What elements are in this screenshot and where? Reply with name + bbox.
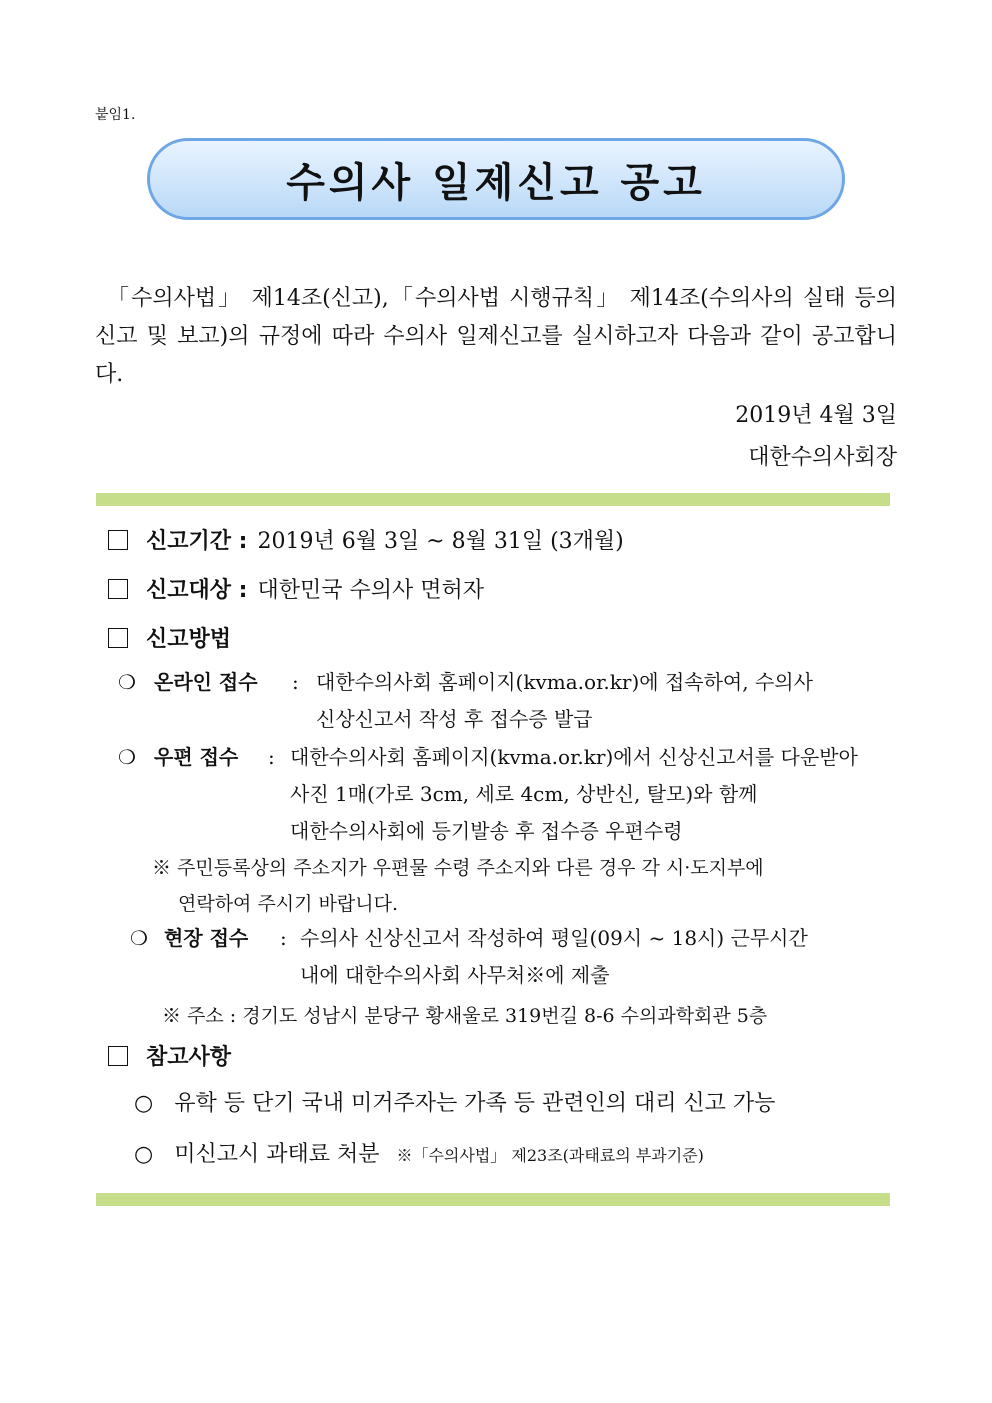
- target-value: 대한민국 수의사 면허자: [257, 578, 484, 603]
- onsite-text-line1: 수의사 신상신고서 작성하여 평일(09시 ~ 18시) 근무시간: [300, 926, 808, 950]
- onsite-item: [130, 920, 900, 995]
- notes-item-2: [134, 1137, 704, 1168]
- notes-item-1: [134, 1086, 775, 1117]
- online-text-line2: 신상신고서 작성 후 접수증 발급: [316, 707, 593, 731]
- checkbox-icon: [108, 579, 128, 599]
- period-value: 2019년 6월 3일 ~ 8월 31일 (3개월): [257, 529, 624, 554]
- circle-bullet-icon: ○: [134, 1142, 154, 1167]
- notes-item-2-text: 미신고시 과태료 처분: [174, 1142, 380, 1167]
- section-period: [108, 524, 624, 555]
- issuer-name: 대한수의사회장: [748, 445, 897, 470]
- address-note: ※ 주소 : 경기도 성남시 분당구 황새울로 319번길 8-6 수의과학회관 5층: [162, 1005, 768, 1027]
- online-text-line1: 대한수의사회 홈페이지(kvma.or.kr)에 접속하여, 수의사: [316, 670, 813, 694]
- online-separator: :: [292, 670, 299, 694]
- onsite-separator: :: [280, 926, 287, 950]
- mail-note-line1: ※ 주민등록상의 주소지가 우편물 수령 주소지와 다른 경우 각 시·도지부에: [152, 857, 764, 879]
- bottom-divider: [96, 1193, 890, 1206]
- circle-bullet-icon: ○: [134, 1091, 154, 1116]
- circle-bullet-icon: ❍: [118, 670, 136, 694]
- mail-text-line1: 대한수의사회 홈페이지(kvma.or.kr)에서 신상신고서를 다운받아: [290, 745, 858, 769]
- method-heading: 신고방법: [146, 627, 232, 652]
- circle-bullet-icon: ❍: [130, 926, 148, 950]
- onsite-text-line2: 내에 대한수의사회 사무처※에 제출: [300, 963, 610, 987]
- period-heading: 신고기간 :: [146, 529, 248, 554]
- mail-separator: :: [268, 745, 275, 769]
- notes-heading: 참고사항: [146, 1045, 232, 1070]
- mail-text-line2: 사진 1매(가로 3cm, 세로 4cm, 상반신, 탈모)와 함께: [290, 782, 758, 806]
- checkbox-icon: [108, 530, 128, 550]
- checkbox-icon: [108, 628, 128, 648]
- section-notes: [108, 1040, 231, 1071]
- title-banner: [147, 138, 845, 220]
- circle-bullet-icon: ❍: [118, 745, 136, 769]
- mail-text-line3: 대한수의사회에 등기발송 후 접수증 우편수령: [290, 819, 683, 843]
- announcement-date: 2019년 4월 3일: [735, 403, 897, 428]
- section-method: [108, 622, 231, 653]
- checkbox-icon: [108, 1046, 128, 1066]
- mail-note-line2: 연락하여 주시기 바랍니다.: [178, 893, 399, 915]
- notes-item-2-reference: ※「수의사법」 제23조(과태료의 부과기준): [396, 1146, 704, 1165]
- target-heading: 신고대상 :: [146, 578, 248, 603]
- online-item: [118, 664, 898, 739]
- page-title: 수의사 일제신고 공고: [286, 159, 706, 206]
- section-target: [108, 573, 484, 604]
- notes-item-1-text: 유학 등 단기 국내 미거주자는 가족 등 관련인의 대리 신고 가능: [174, 1091, 776, 1116]
- mail-item: [118, 739, 898, 851]
- intro-paragraph: 「수의사법」 제14조(신고),「수의사법 시행규칙」 제14조(수의사의 실태 등의 신고 및 보고)의 규정에 따라 수의사 일제신고를 실시하고자 다음과 같이 공고합니다.: [95, 286, 897, 387]
- online-label: 온라인 접수: [154, 670, 258, 694]
- attachment-label: 붙임1.: [95, 107, 136, 123]
- onsite-label: 현장 접수: [164, 926, 249, 950]
- top-divider: [96, 493, 890, 506]
- mail-label: 우편 접수: [154, 745, 239, 769]
